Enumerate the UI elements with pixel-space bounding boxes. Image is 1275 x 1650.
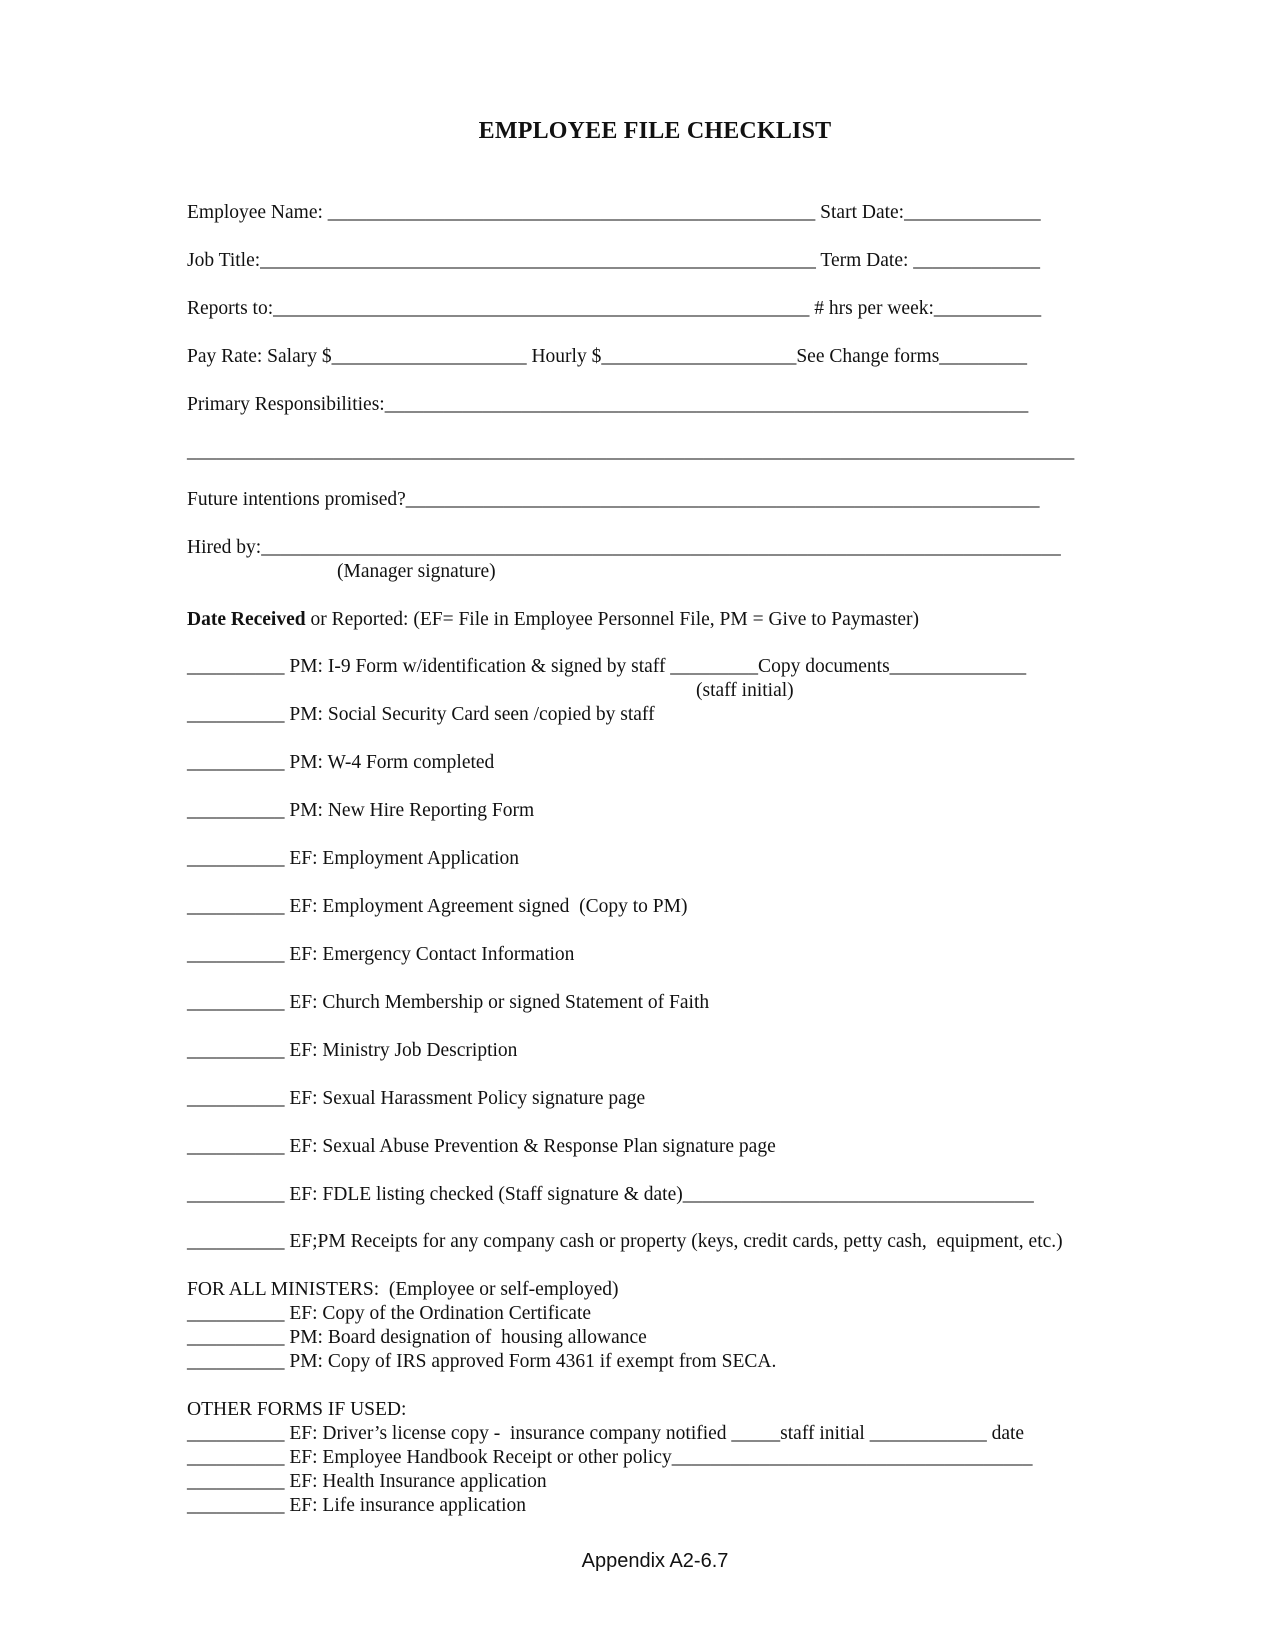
employee-name-field[interactable]: Employee Name: __________________________________________________ Start Date:______________ [187,202,1041,223]
other-item-drivers-license[interactable]: __________ EF: Driver’s license copy - insurance company notified _____staff initial ____________ date [187,1423,1025,1444]
hired-by-field[interactable]: Hired by:__________________________________________________________________________________ [187,537,1061,558]
pay-rate-field[interactable]: Pay Rate: Salary $____________________ Hourly $____________________See Change forms_________ [187,346,1028,367]
minister-item-form4361[interactable]: __________ PM: Copy of IRS approved Form 4361 if exempt from SECA. [187,1351,777,1372]
minister-item-housing[interactable]: __________ PM: Board designation of housing allowance [187,1327,647,1348]
legend-text: or Reported: (EF= File in Employee Personnel File, PM = Give to Paymaster) [305,609,919,630]
checklist-item-employment-agreement[interactable]: __________ EF: Employment Agreement signed (Copy to PM) [187,896,688,917]
checklist-item-social-security[interactable]: __________ PM: Social Security Card seen /copied by staff [187,704,655,725]
page-title: EMPLOYEE FILE CHECKLIST [478,118,832,144]
primary-responsibilities-field[interactable]: Primary Responsibilities:__________________________________________________________________ [187,394,1029,415]
responsibilities-continuation-line[interactable]: ___________________________________________________________________________________________ [187,441,1075,462]
other-item-health-insurance[interactable]: __________ EF: Health Insurance application [187,1471,547,1492]
minister-item-ordination[interactable]: __________ EF: Copy of the Ordination Certificate [187,1303,592,1324]
checklist-item-new-hire[interactable]: __________ PM: New Hire Reporting Form [187,800,535,821]
job-title-field[interactable]: Job Title:_________________________________________________________ Term Date: _____________ [187,250,1041,271]
future-intentions-field[interactable]: Future intentions promised?_________________________________________________________________ [187,489,1040,510]
other-item-life-insurance[interactable]: __________ EF: Life insurance application [187,1495,527,1516]
appendix-footer: Appendix A2-6.7 [581,1550,729,1572]
reports-to-field[interactable]: Reports to:_______________________________________________________ # hrs per week:___________ [187,298,1042,319]
ministers-heading: FOR ALL MINISTERS: (Employee or self-employed) [187,1279,619,1300]
checklist-item-church-membership[interactable]: __________ EF: Church Membership or signed Statement of Faith [187,992,710,1013]
checklist-item-harassment-policy[interactable]: __________ EF: Sexual Harassment Policy signature page [187,1088,646,1109]
legend-bold: Date Received [187,609,306,630]
checklist-item-abuse-prevention[interactable]: __________ EF: Sexual Abuse Prevention & Response Plan signature page [187,1136,776,1157]
manager-signature-note: (Manager signature) [337,561,496,582]
checklist-item-employment-application[interactable]: __________ EF: Employment Application [187,848,520,869]
legend-line [187,608,919,632]
checklist-item-job-description[interactable]: __________ EF: Ministry Job Description [187,1040,518,1061]
other-item-handbook[interactable]: __________ EF: Employee Handbook Receipt or other policy_____________________________________ [187,1447,1033,1468]
checklist-item-w4[interactable]: __________ PM: W-4 Form completed [187,752,495,773]
checklist-item-receipts[interactable]: __________ EF;PM Receipts for any company cash or property (keys, credit cards, petty cash, equipment, etc.) [187,1231,1063,1252]
checklist-item-i9[interactable]: __________ PM: I-9 Form w/identification & signed by staff _________Copy documents______________ [187,656,1027,677]
staff-initial-note: (staff initial) [696,680,794,701]
checklist-item-emergency-contact[interactable]: __________ EF: Emergency Contact Information [187,944,575,965]
checklist-item-fdle[interactable]: __________ EF: FDLE listing checked (Staff signature & date)____________________________________ [187,1184,1034,1205]
other-forms-heading: OTHER FORMS IF USED: [187,1399,407,1420]
